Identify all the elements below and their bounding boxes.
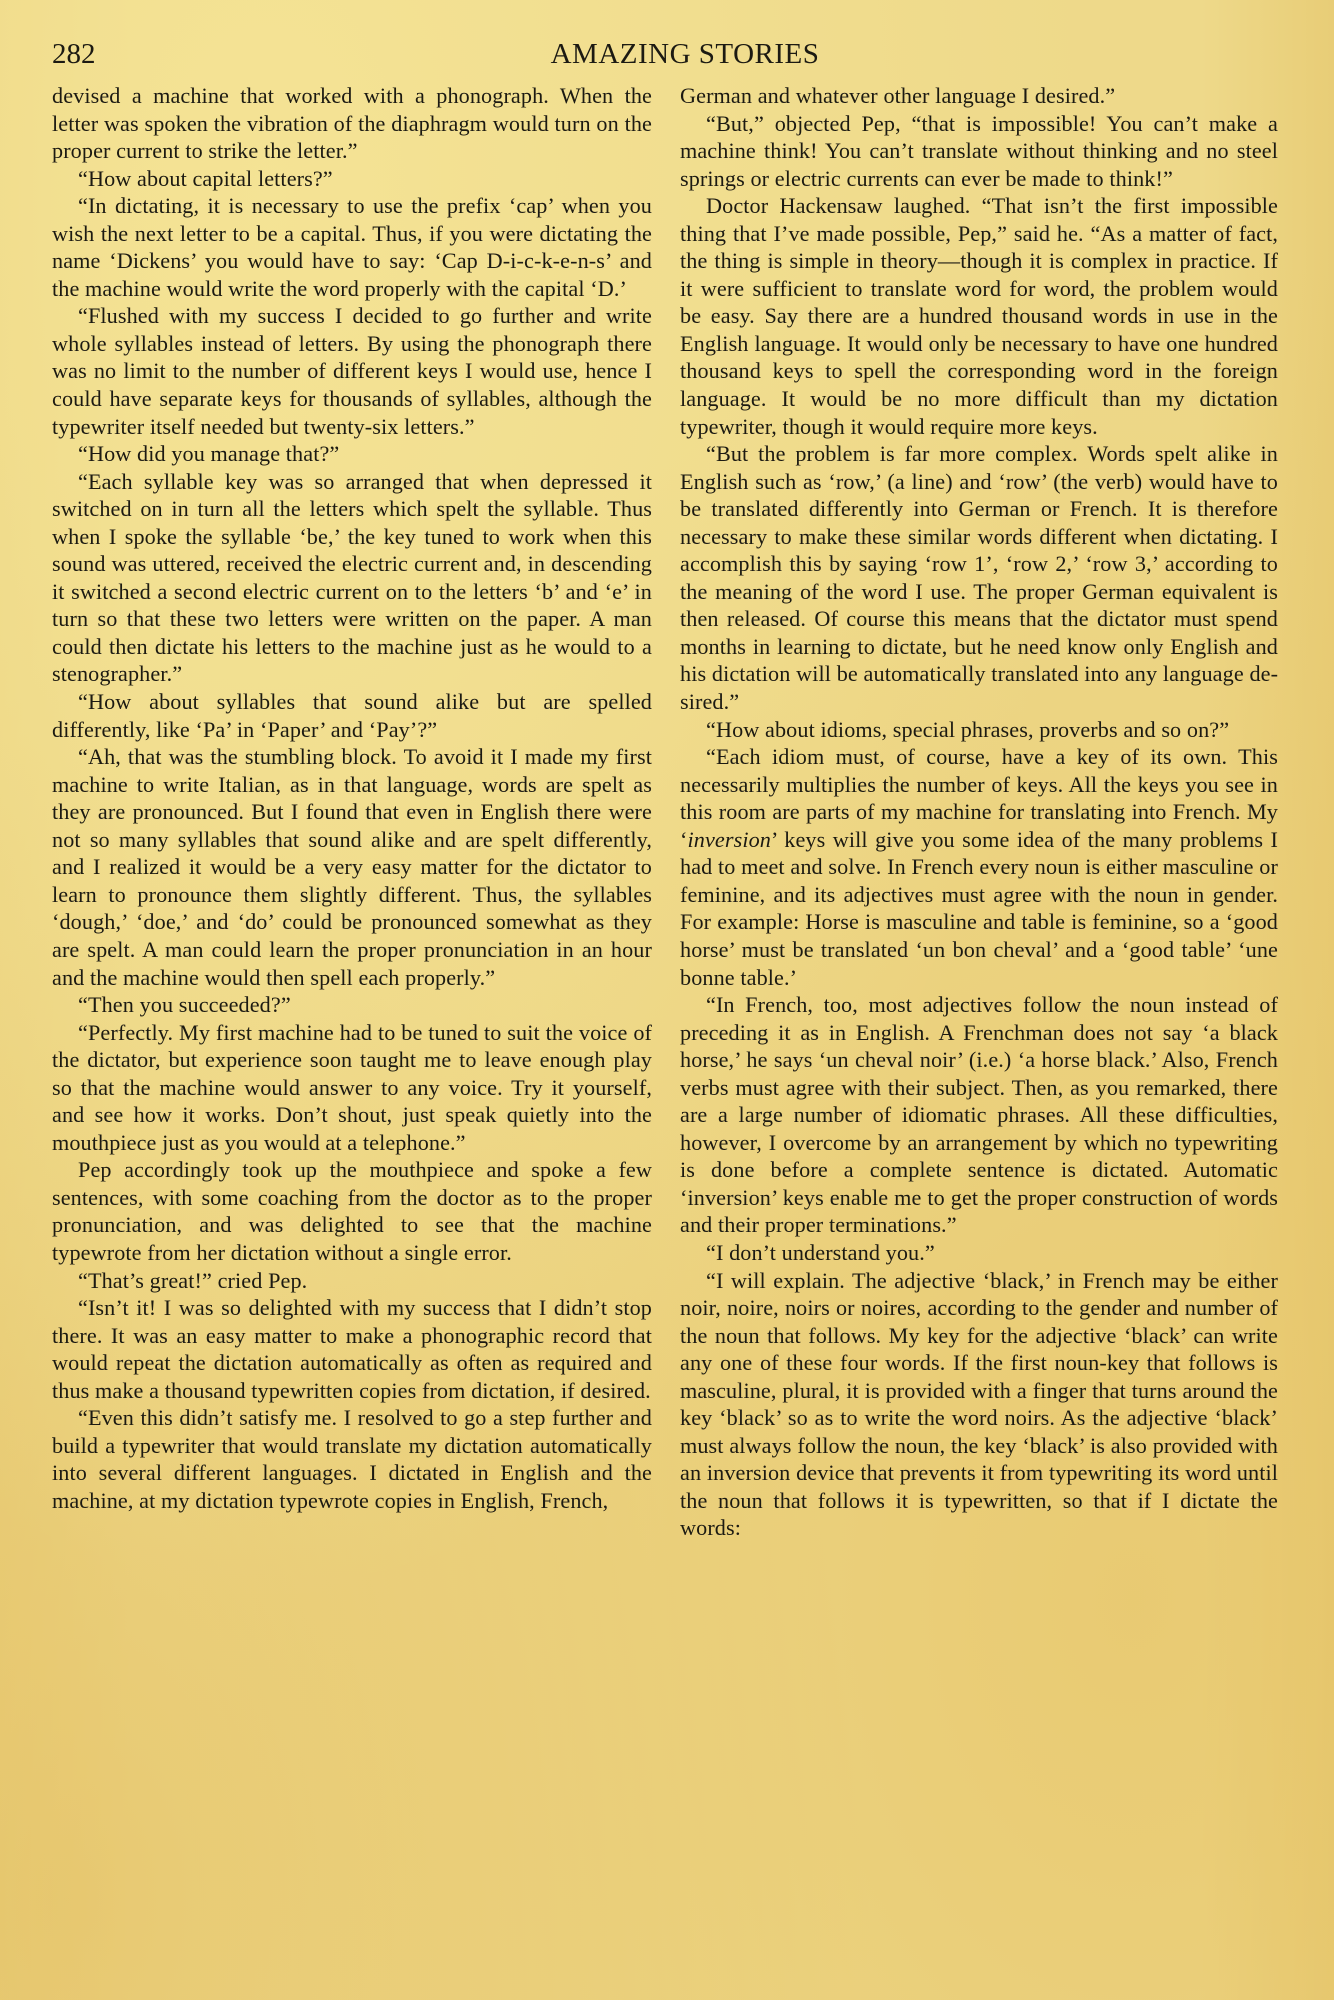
paragraph: “In French, too, most adjectives follow the noun instead of preceding it as in English. A Frenchman does not say ‘a black horse,’ he says ‘un cheval noir’ (i.e.) ‘a horse black.’ Also, French verbs must agree with their subject. Then, as you remarked, there are a large number of idiomatic phrases. All these difficulties, however, I overcome by an arrangement by which no typewriting is done before a complete sentence is dictated. Automatic ‘inversion’ keys enable me to get the proper construction of words and their proper terminations.” (680, 992, 1278, 1238)
paragraph: Doctor Hackensaw laughed. “That isn’t the first impossible thing that I’ve made possible, Pep,” said he. “As a matter of fact, the thing is simple in theory—though it is complex in practice. If it were sufficient to translate word for word, the problem would be easy. Say there are a hundred thousand words in use in the English language. It would only be necessary to have one hundred thousand keys to spell the corresponding word in the foreign language. It would be no more difficult than my dictation typewriter, though it would require more keys. (680, 193, 1278, 439)
paragraph: “Then you succeeded?” (78, 992, 291, 1018)
paragraph: “Ah, that was the stumbling block. To avoid it I made my first machine to write Italian, as in that language, words are spelt as they are pronounced. But I found that even in English there were not so many syllables that sound alike and are spelt differently, and I realized it would be a very easy matter for the dictator to learn to pronounce them slightly different. Thus, the syllables ‘dough,’ ‘doe,’ and ‘do’ could be pronounced somewhat as they are spelt. A man could learn the proper pronunciation in an hour and the machine would then spell each properly.” (52, 744, 652, 990)
paragraph: “Isn’t it! I was so delighted with my success that I didn’t stop there. It was an easy matter to make a phonographic record that would repeat the dictation automatically as often as required and thus make a thousand typewritten copies from dictation, if desired. (52, 1295, 652, 1403)
left-column (52, 82, 652, 1514)
paragraph: “Perfectly. My first machine had to be tuned to suit the voice of the dictator, but experience soon taught me to leave enough play so that the machine would answer to any voice. Try it yourself, and see how it works. Don’t shout, just speak quietly into the mouthpiece just as you would at a telephone.” (52, 1019, 652, 1155)
paragraph: “How about capital letters?” (78, 165, 333, 191)
text-run: “Each idiom must, of course, have a key of its own. This necessarily multiplies the number of keys. All the keys you see in this room are parts of my machine for translating into French. My ‘ (680, 744, 1278, 852)
paragraph-with-italic (680, 743, 1278, 991)
italic-term: inversion (687, 826, 771, 852)
paragraph: “Each syllable key was so arranged that when depressed it switched on in turn all the letters which spelt the syllable. Thus when I spoke the syllable ‘be,’ the key tuned to work when this sound was uttered, received the electric current and, in descending it switched a second electric current on to the letters ‘b’ and ‘e’ in turn so that these two letters were written on the paper. A man could then dictate his letters to the machine just as he would to a stenographer.” (52, 468, 652, 687)
paragraph: “How about idioms, special phrases, proverbs and so on?” (706, 716, 1230, 742)
paragraph: devised a machine that worked with a phonograph. When the letter was spoken the vibration of the diaphragm would turn on the proper current to strike the letter.” (52, 83, 652, 164)
paragraph: “Even this didn’t satisfy me. I resolved to go a step further and build a typewriter that would translate my dictation automatically into several different languages. I dictated in English and the machine, at my dictation typewrote copies in English, French, (52, 1405, 652, 1513)
paragraph: “That’s great!” cried Pep. (78, 1267, 308, 1293)
paragraph: “I will explain. The adjective ‘black,’ in French may be either noir, noire, noirs or noires, according to the gender and number of the noun that follows. My key for the adjective ‘black’ can write any one of these four words. If the first noun-key that follows is masculine, plural, it is provided with a finger that turns around the key ‘black’ so as to write the word noirs. As the adjective ‘black’ must always follow the noun, the key ‘black’ is also provided with an inversion device that prevents it from typewriting its word until the noun that follows it is typewritten, so that if I dictate the words: (680, 1267, 1278, 1541)
page-number: 282 (52, 38, 96, 70)
paragraph: German and whatever other language I desired.” (680, 83, 1116, 108)
paragraph: “How did you manage that?” (78, 441, 340, 467)
paragraph: “Flushed with my success I decided to go further and write whole syllables instead of letters. By using the phonograph there was no limit to the number of different keys I would use, hence I could have separate keys for thousands of syllables, although the typewriter itself needed but twenty-six letters.” (52, 303, 652, 439)
paragraph: “In dictating, it is necessary to use the prefix ‘cap’ when you wish the next letter to be a capital. Thus, if you were dictating the name ‘Dickens’ you would have to say: ‘Cap D-i-c-k-e-n-s’ and the machine would write the word properly with the capital ‘D.’ (52, 193, 652, 301)
paragraph: “But the problem is far more complex. Words spelt alike in English such as ‘row,’ (a line) and ‘row’ (the verb) would have to be translated differently into German or French. It is therefore necessary to make these similar words different when dictating. I accomplish this by saying ‘row 1’, ‘row 2,’ ‘row 3,’ according to the meaning of the word I use. The proper German equivalent is then released. Of course this means that the dictator must spend months in learning to dictate, but he need know only English and his dictation will be automatically translated into any language desired.” (680, 441, 1278, 715)
paragraph: “I don’t understand you.” (706, 1239, 935, 1265)
running-title: AMAZING STORIES (550, 38, 820, 70)
paragraph: “How about syllables that sound alike but are spelled differently, like ‘Pa’ in ‘Paper’ and ‘Pay’?” (52, 689, 652, 742)
page-header (52, 34, 1280, 74)
paragraph: Pep accordingly took up the mouthpiece and spoke a few sentences, with some coaching from the doctor as to the proper pronunciation, and was delighted to see that the machine typewrote from her dictation without a single error. (52, 1157, 652, 1265)
right-column (680, 82, 1278, 1542)
paragraph: “But,” objected Pep, “that is impossible! You can’t make a machine think! You can’t translate without thinking and no steel springs or electric currents can ever be made to think!” (680, 110, 1278, 191)
text-run: ’ keys will give you some idea of the many problems I had to meet and solve. In French every noun is either masculine or feminine, and its adjectives must agree with the noun in gender. For example: Horse is masculine and table is feminine, so a ‘good horse’ must be translated ‘un bon cheval’ and a ‘good table’ ‘une bonne table.’ (680, 826, 1278, 990)
